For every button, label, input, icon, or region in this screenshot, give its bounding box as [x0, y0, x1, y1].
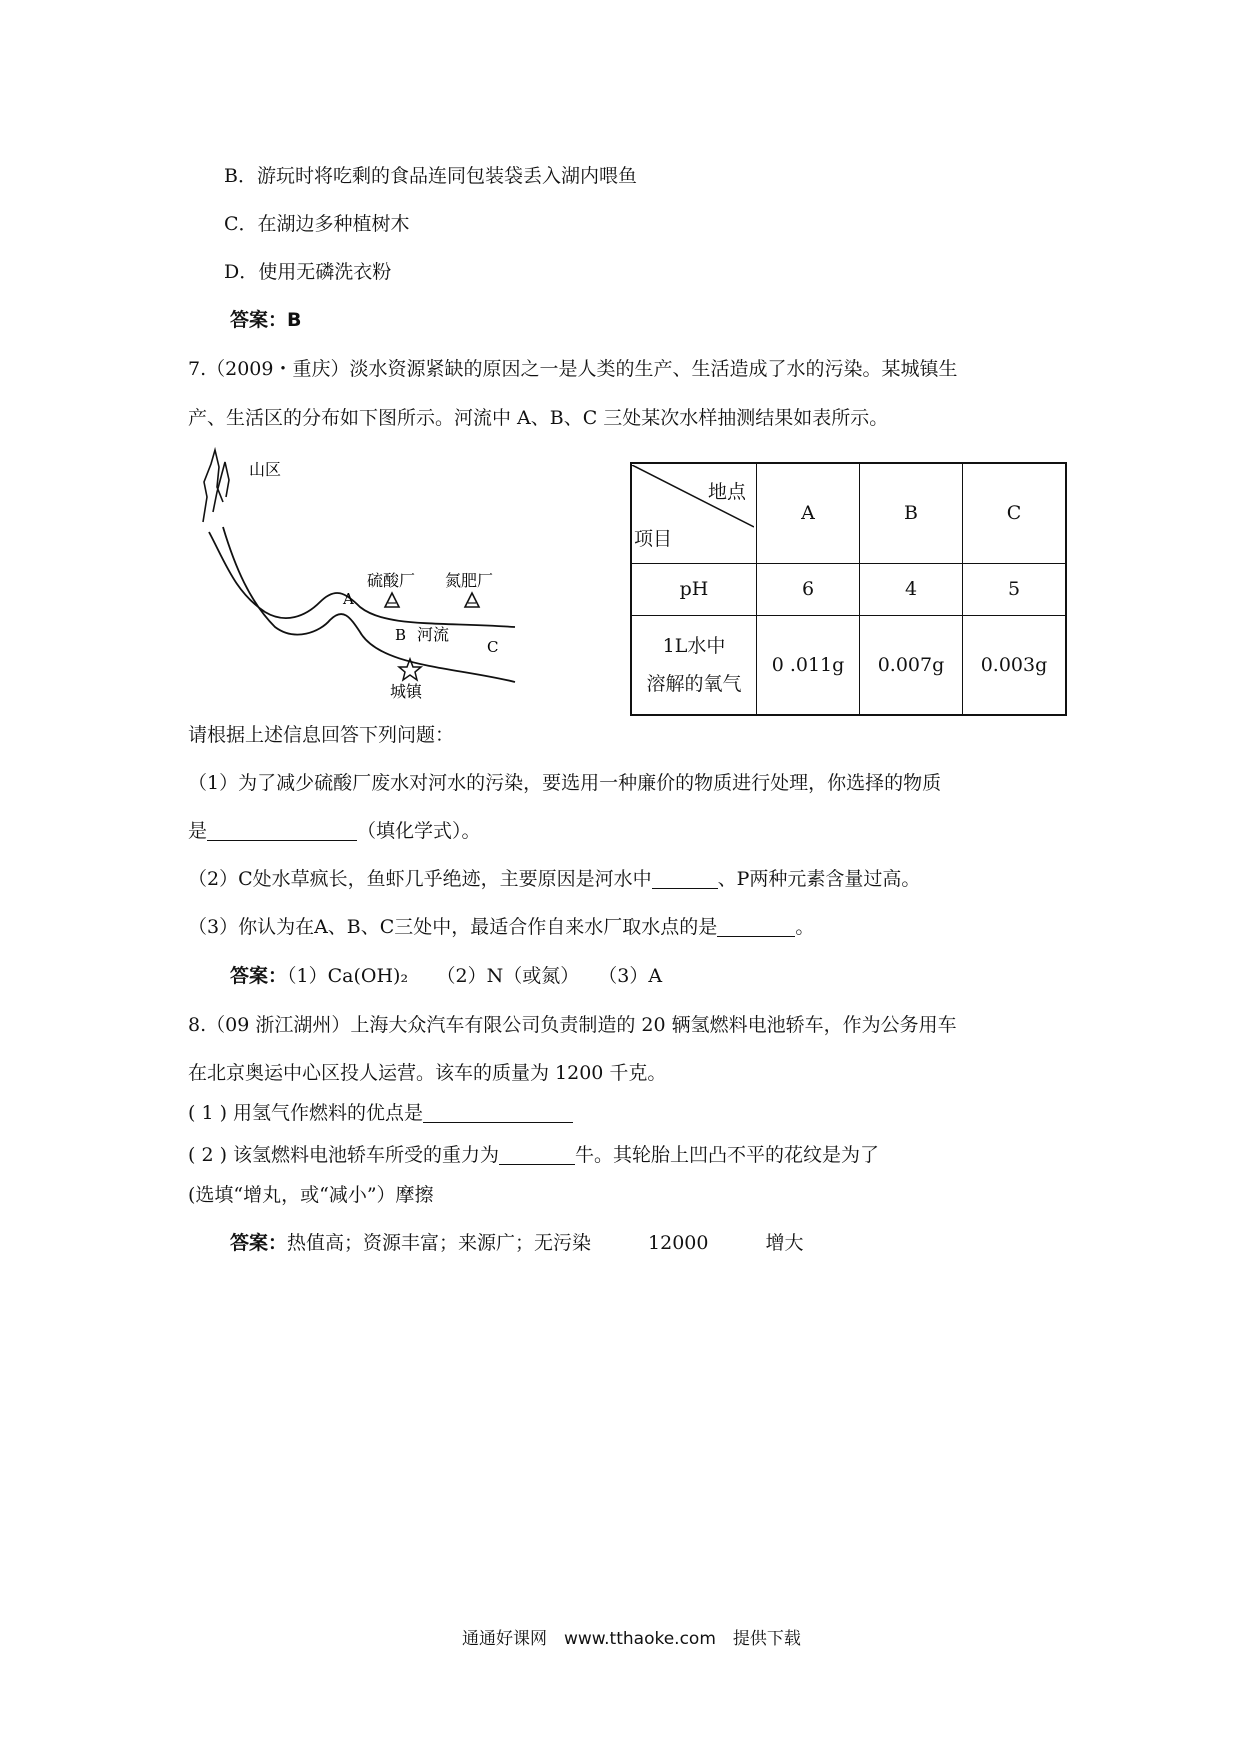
- row-label-line2: 溶解的氧气: [646, 672, 742, 695]
- factory-2-icon: [465, 593, 479, 607]
- answer-blank[interactable]: [499, 1144, 575, 1165]
- sub1-suffix: （填化学式）。: [357, 820, 481, 842]
- point-c-label: C: [487, 638, 499, 656]
- page-footer: 通通好课网 www.tthaoke.com 提供下载: [462, 1629, 801, 1649]
- sub1-prefix: 是: [188, 820, 208, 842]
- answer-value: 热值高；资源丰富；来源广；无污染 12000 增大: [287, 1232, 804, 1254]
- col-header-b: B: [860, 463, 963, 563]
- corner-cell: [631, 463, 757, 563]
- table-cell: 4: [860, 563, 963, 615]
- q7-sub2: [188, 866, 920, 892]
- option-b: B．游玩时将吃剩的食品连同包装袋丢入湖内喂鱼: [224, 165, 637, 187]
- row-label-ph: pH: [631, 563, 757, 615]
- answer-label: 答案：: [230, 1232, 288, 1254]
- answer-blank[interactable]: [717, 916, 795, 937]
- answer-value: （1）Ca(OH)₂ （2）N（或氮） （3）A: [287, 965, 663, 987]
- mountain-label: 山区: [249, 460, 282, 479]
- corner-top-label: 地点: [707, 481, 746, 504]
- river-map: [195, 442, 525, 702]
- water-sample-table: [630, 462, 1067, 716]
- answer-value: B: [287, 309, 302, 331]
- answer-blank[interactable]: [207, 820, 357, 841]
- river-label: 河流: [417, 625, 450, 644]
- factory2-label: 氮肥厂: [445, 571, 494, 590]
- q8-sub2: [188, 1142, 879, 1168]
- table-cell: 0.003g: [963, 615, 1067, 715]
- q7-stem-line1: 7.（2009・重庆）淡水资源紧缺的原因之一是人类的生产、生活造成了水的污染。某城镇生: [188, 358, 958, 380]
- q8-sub2-choice: (选填“增丸，或“减小”）摩擦: [188, 1184, 434, 1206]
- q7-sub3: [188, 914, 814, 940]
- q7-stem-line2: 产、生活区的分布如下图所示。河流中 A、B、C 三处某次水样抽测结果如表所示。: [188, 407, 889, 429]
- corner-bottom-label: 项目: [634, 528, 673, 551]
- q7-sub1-line1: （1）为了减少硫酸厂废水对河水的污染，要选用一种廉价的物质进行处理，你选择的物质: [188, 772, 942, 794]
- factory-1-icon: [385, 593, 399, 607]
- col-header-c: C: [963, 463, 1067, 563]
- factory1-label: 硫酸厂: [367, 571, 416, 590]
- answer-label: 答案：: [230, 965, 288, 987]
- table-cell: 5: [963, 563, 1067, 615]
- point-a-label: A: [343, 590, 354, 608]
- q7-prompt: 请根据上述信息回答下列问题：: [188, 724, 455, 746]
- answer-blank[interactable]: [652, 868, 718, 889]
- q8-stem-line2: 在北京奥运中心区投人运营。该车的质量为 1200 千克。: [188, 1062, 667, 1084]
- table-cell: 6: [757, 563, 860, 615]
- town-label: 城镇: [390, 682, 423, 701]
- table-cell: 0 .011g: [757, 615, 860, 715]
- sub2-prefix: ( 2 ) 该氢燃料电池轿车所受的重力为: [188, 1144, 500, 1166]
- sub2-suffix: 、P两种元素含量过高。: [717, 868, 921, 890]
- q7-answer: [230, 963, 662, 989]
- sub2-suffix: 牛。其轮胎上凹凸不平的花纹是为了: [575, 1144, 880, 1166]
- sub3-suffix: 。: [795, 916, 815, 938]
- answer-blank[interactable]: [423, 1102, 573, 1123]
- q8-stem-line1: 8.（09 浙江湖州）上海大众汽车有限公司负责制造的 20 辆氢燃料电池轿车，作为公务用车: [188, 1014, 957, 1036]
- option-d: D．使用无磷洗衣粉: [224, 261, 392, 283]
- q7-sub1-line2: [188, 818, 481, 844]
- option-c: C．在湖边多种植树木: [224, 213, 410, 235]
- sub2-prefix: （2）C处水草疯长，鱼虾几乎绝迹，主要原因是河水中: [188, 868, 652, 890]
- row-label-oxygen: [631, 615, 757, 715]
- table-cell: 0.007g: [860, 615, 963, 715]
- point-b-label: B: [395, 626, 407, 644]
- table-row: [631, 563, 1066, 615]
- q8-answer: [230, 1230, 803, 1256]
- q6-answer: [230, 307, 302, 333]
- table-row: [631, 615, 1066, 715]
- row-label-line1: 1L水中: [662, 634, 726, 657]
- sub1-text: ( 1 ) 用氢气作燃料的优点是: [188, 1102, 424, 1124]
- answer-label: 答案：: [230, 309, 288, 331]
- col-header-a: A: [757, 463, 860, 563]
- q8-sub1: [188, 1100, 573, 1126]
- sub3-prefix: （3）你认为在A、B、C三处中，最适合作自来水厂取水点的是: [188, 916, 718, 938]
